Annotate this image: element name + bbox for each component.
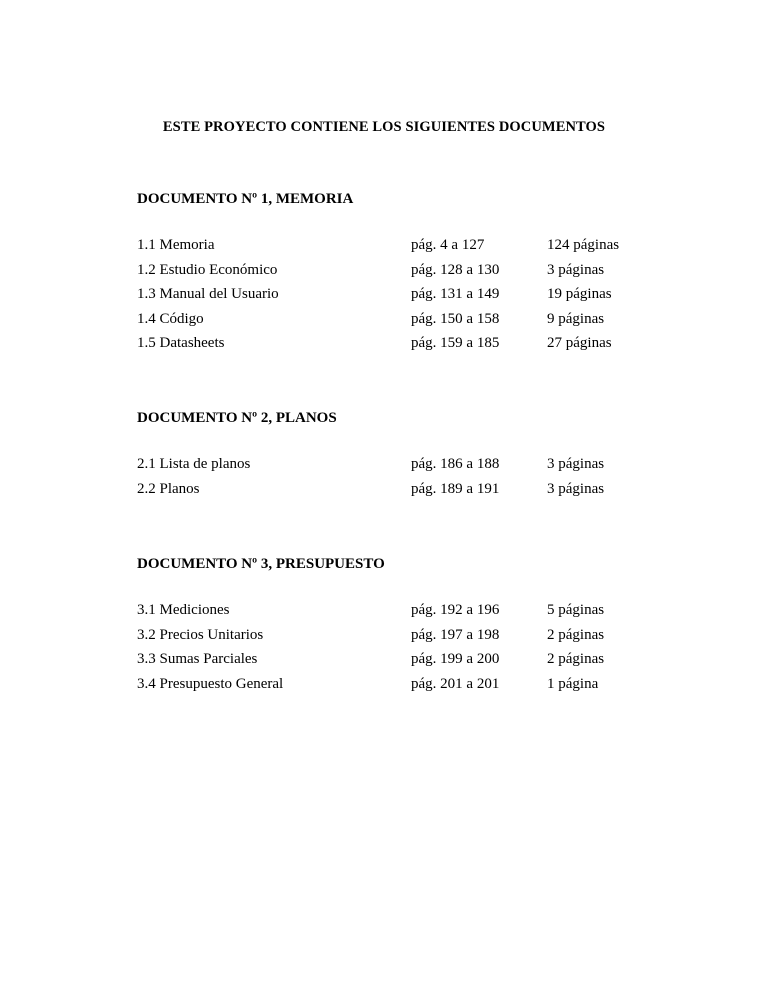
item-page-count: 3 páginas xyxy=(547,480,605,497)
item-page-range: pág. 197 a 198 xyxy=(411,626,500,643)
item-page-count: 2 páginas xyxy=(547,626,605,643)
item-page-count: 3 páginas xyxy=(547,456,605,472)
list-item xyxy=(137,601,657,626)
list-item xyxy=(137,455,657,480)
section-memoria xyxy=(137,190,657,359)
item-page-count: 2 páginas xyxy=(547,651,605,668)
item-name: 2.1 Lista de planos xyxy=(137,456,251,472)
item-page-count: 19 páginas xyxy=(547,286,612,303)
item-name: 3.2 Precios Unitarios xyxy=(137,626,264,643)
list-item xyxy=(137,285,657,310)
item-name: 3.1 Mediciones xyxy=(137,602,230,618)
item-name: 1.1 Memoria xyxy=(137,237,215,253)
item-page-range: pág. 131 a 149 xyxy=(411,286,500,303)
item-page-range: pág. 192 a 196 xyxy=(411,602,500,618)
list-item xyxy=(137,480,657,505)
item-page-count: 124 páginas xyxy=(547,237,620,253)
list-item xyxy=(137,261,657,286)
list-item xyxy=(137,334,657,359)
section-planos xyxy=(137,409,657,504)
item-page-range: pág. 159 a 185 xyxy=(411,335,500,352)
item-name: 3.3 Sumas Parciales xyxy=(137,651,258,668)
item-page-range: pág. 199 a 200 xyxy=(411,651,500,668)
section-heading: DOCUMENTO Nº 1, MEMORIA xyxy=(137,191,354,207)
document-list xyxy=(137,601,657,699)
document-list xyxy=(137,236,657,359)
item-name: 3.4 Presupuesto General xyxy=(137,675,284,692)
item-name: 1.3 Manual del Usuario xyxy=(137,286,279,303)
item-name: 1.5 Datasheets xyxy=(137,335,225,352)
item-name: 1.2 Estudio Económico xyxy=(137,261,278,278)
section-heading: DOCUMENTO Nº 2, PLANOS xyxy=(137,410,337,426)
section-heading: DOCUMENTO Nº 3, PRESUPUESTO xyxy=(137,556,385,572)
item-page-count: 3 páginas xyxy=(547,261,605,278)
item-page-range: pág. 186 a 188 xyxy=(411,456,500,472)
list-item xyxy=(137,310,657,335)
item-page-count: 9 páginas xyxy=(547,310,605,327)
item-name: 2.2 Planos xyxy=(137,480,200,497)
list-item xyxy=(137,236,657,261)
item-page-range: pág. 4 a 127 xyxy=(411,237,485,253)
list-item xyxy=(137,675,657,700)
item-page-count: 1 página xyxy=(547,675,599,692)
item-name: 1.4 Código xyxy=(137,310,204,327)
item-page-range: pág. 150 a 158 xyxy=(411,310,500,327)
item-page-range: pág. 189 a 191 xyxy=(411,480,500,497)
item-page-range: pág. 201 a 201 xyxy=(411,675,500,692)
list-item xyxy=(137,626,657,651)
section-presupuesto xyxy=(137,555,657,699)
item-page-count: 27 páginas xyxy=(547,335,612,352)
document-list xyxy=(137,455,657,504)
list-item xyxy=(137,650,657,675)
item-page-count: 5 páginas xyxy=(547,602,605,618)
item-page-range: pág. 128 a 130 xyxy=(411,261,500,278)
page-title: ESTE PROYECTO CONTIENE LOS SIGUIENTES DOCUMENTOS xyxy=(162,119,606,135)
